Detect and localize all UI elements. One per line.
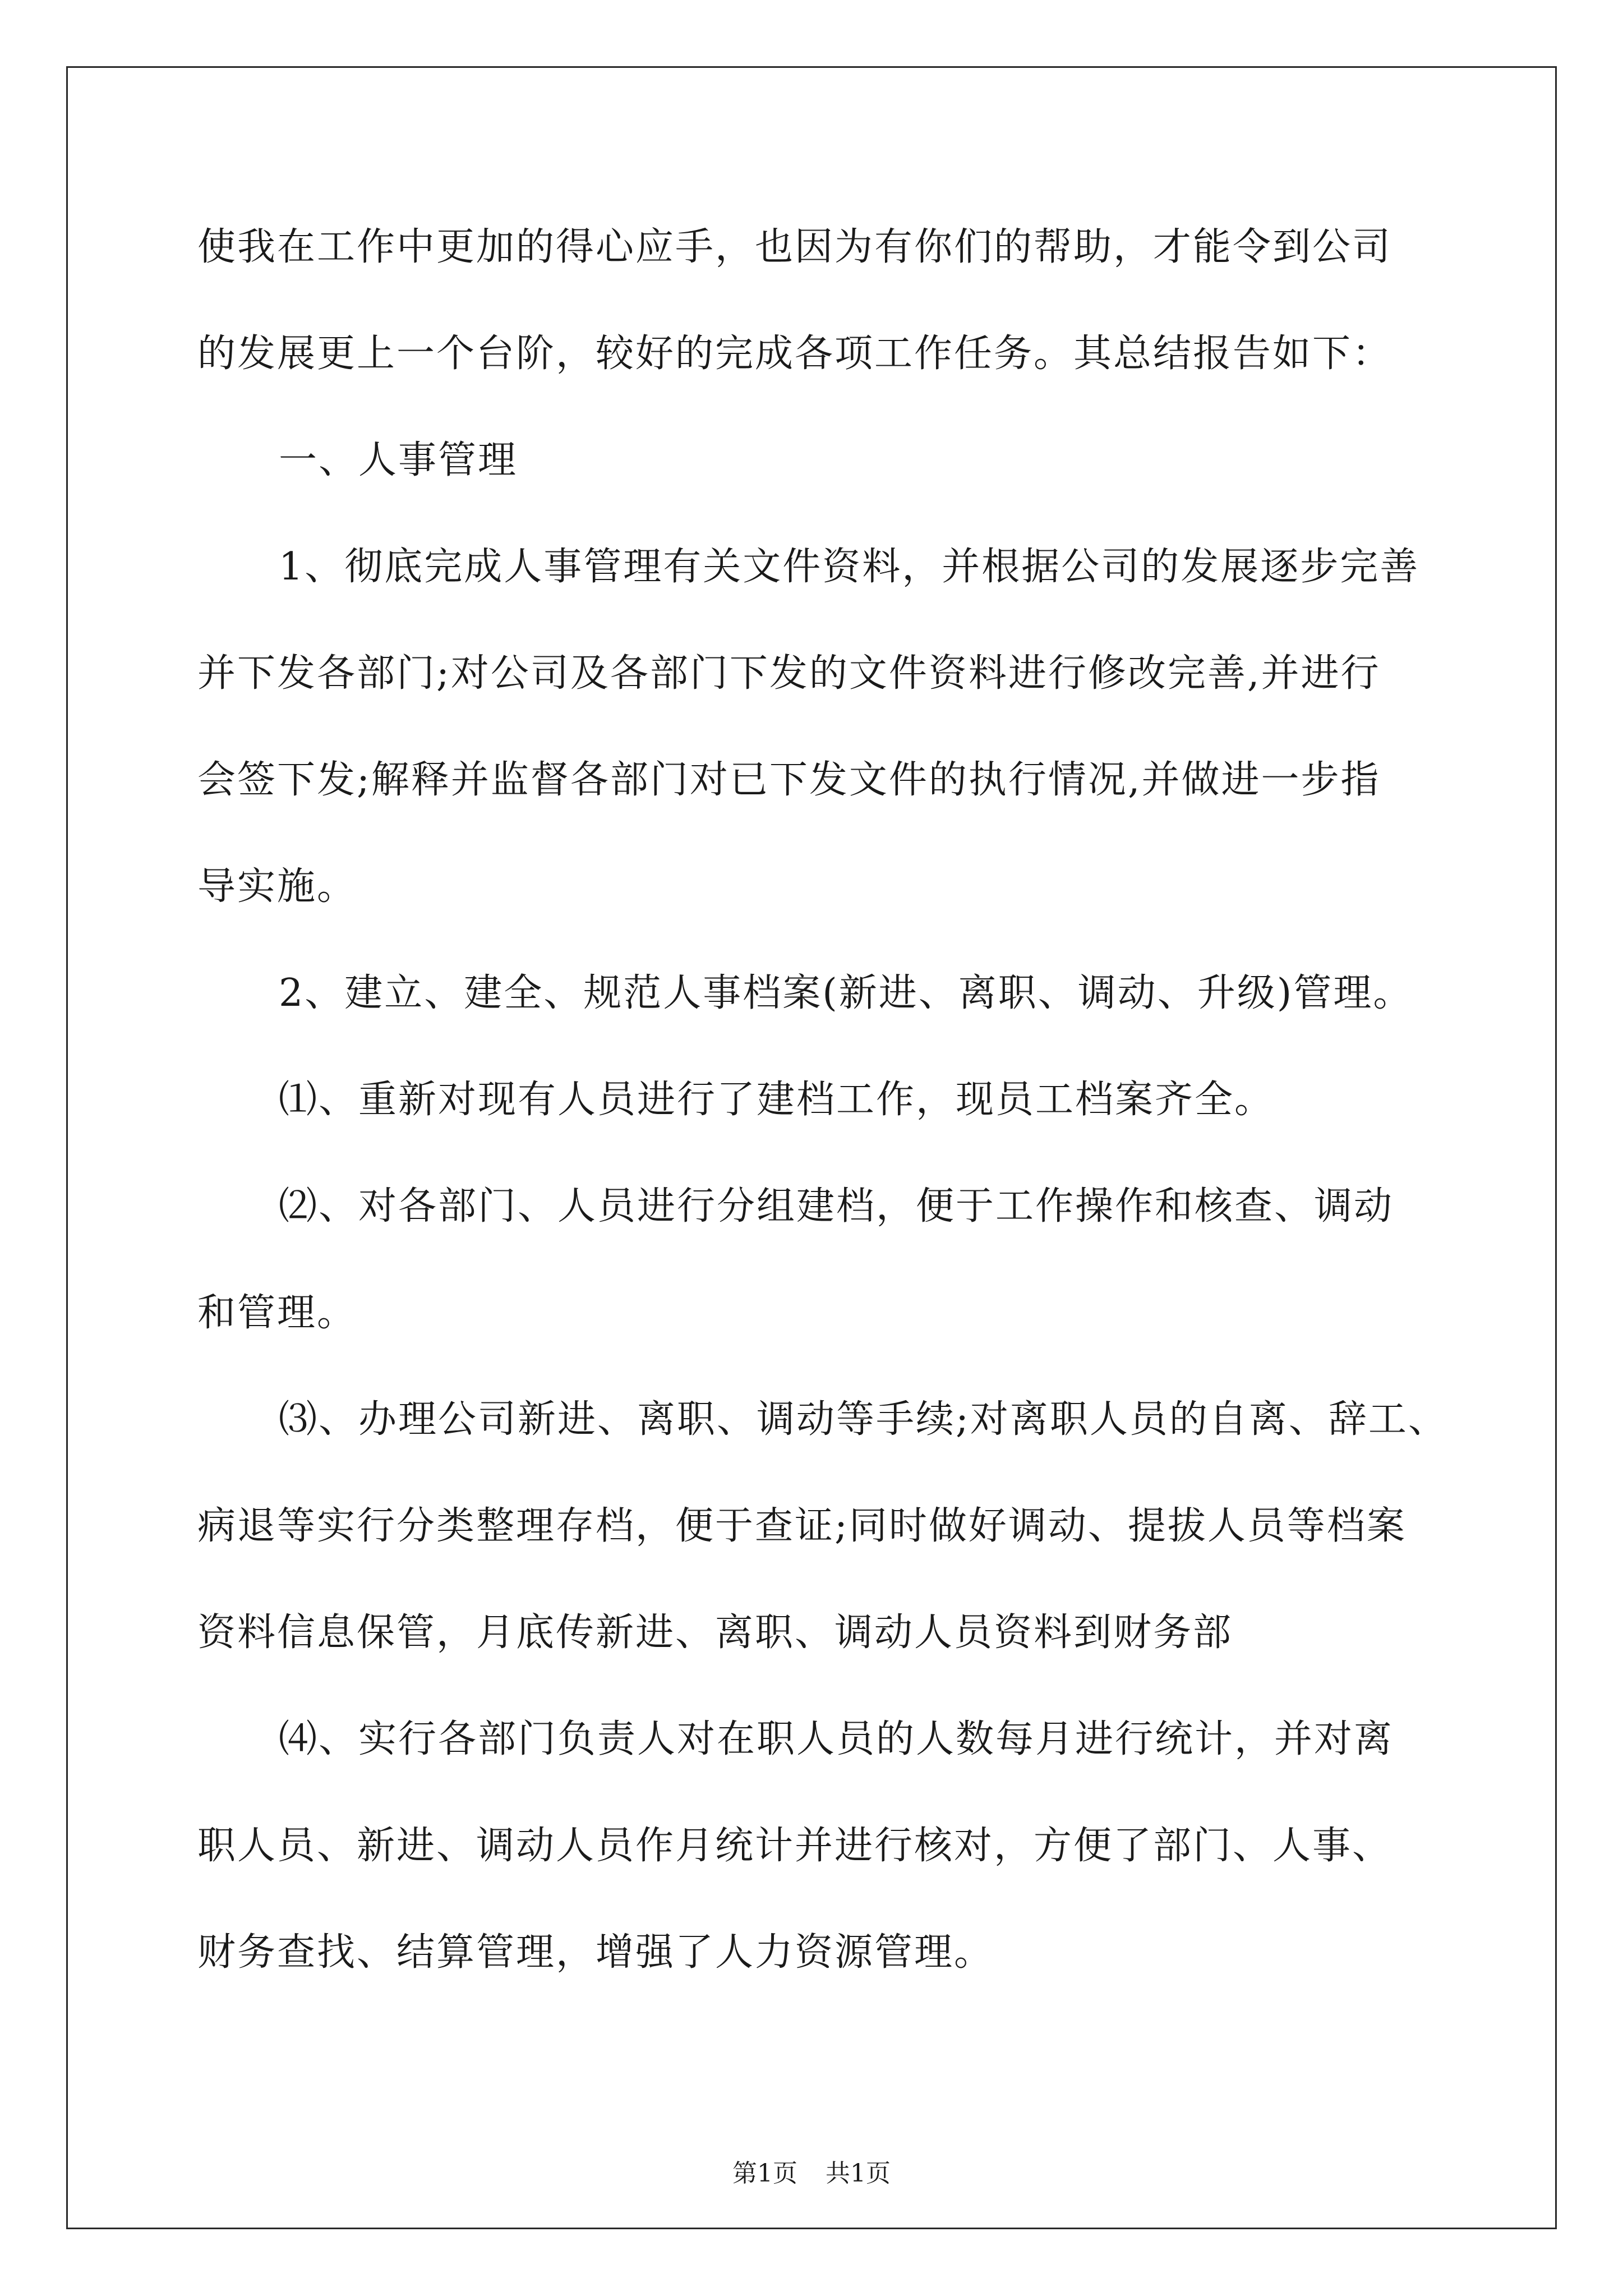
page-border [66,66,1557,2229]
text-line: ⑴、重新对现有人员进行了建档工作，现员工档案齐全。 [279,1078,1275,1122]
page-number: 第1页 [732,2159,797,2188]
text-line: 和管理。 [197,1291,357,1335]
text-line: 病退等实行分类整理存档，便于查证;同时做好调动、提拔人员等档案 [197,1504,1407,1548]
text-line: 导实施。 [197,864,357,909]
text-line: ⑶、办理公司新进、离职、调动等手续;对离职人员的自离、辞工、 [279,1397,1448,1442]
text-line: 并下发各部门;对公司及各部门下发的文件资料进行修改完善,并进行 [197,651,1381,696]
text-line: 2、建立、建全、规范人事档案(新进、离职、调动、升级)管理。 [279,971,1413,1015]
text-line: 资料信息保管，月底传新进、离职、调动人员资料到财务部 [197,1611,1233,1655]
text-line: 使我在工作中更加的得心应手，也因为有你们的帮助，才能令到公司 [197,225,1393,269]
text-line: ⑷、实行各部门负责人对在职人员的人数每月进行统计，并对离 [279,1717,1394,1761]
page-footer [0,2157,1623,2191]
section-heading: 一、人事管理 [279,438,518,482]
text-line: 会签下发;解释并监督各部门对已下发文件的执行情况,并做进一步指 [197,758,1381,802]
text-line: ⑵、对各部门、人员进行分组建档，便于工作操作和核查、调动 [279,1184,1394,1228]
text-line: 财务查找、结算管理，增强了人力资源管理。 [197,1930,994,1975]
page-total: 共1页 [826,2159,891,2188]
text-line: 的发展更上一个台阶，较好的完成各项工作任务。其总结报告如下： [197,332,1393,376]
text-line: 职人员、新进、调动人员作月统计并进行核对，方便了部门、人事、 [197,1824,1393,1868]
text-line: 1、彻底完成人事管理有关文件资料，并根据公司的发展逐步完善 [279,545,1420,589]
